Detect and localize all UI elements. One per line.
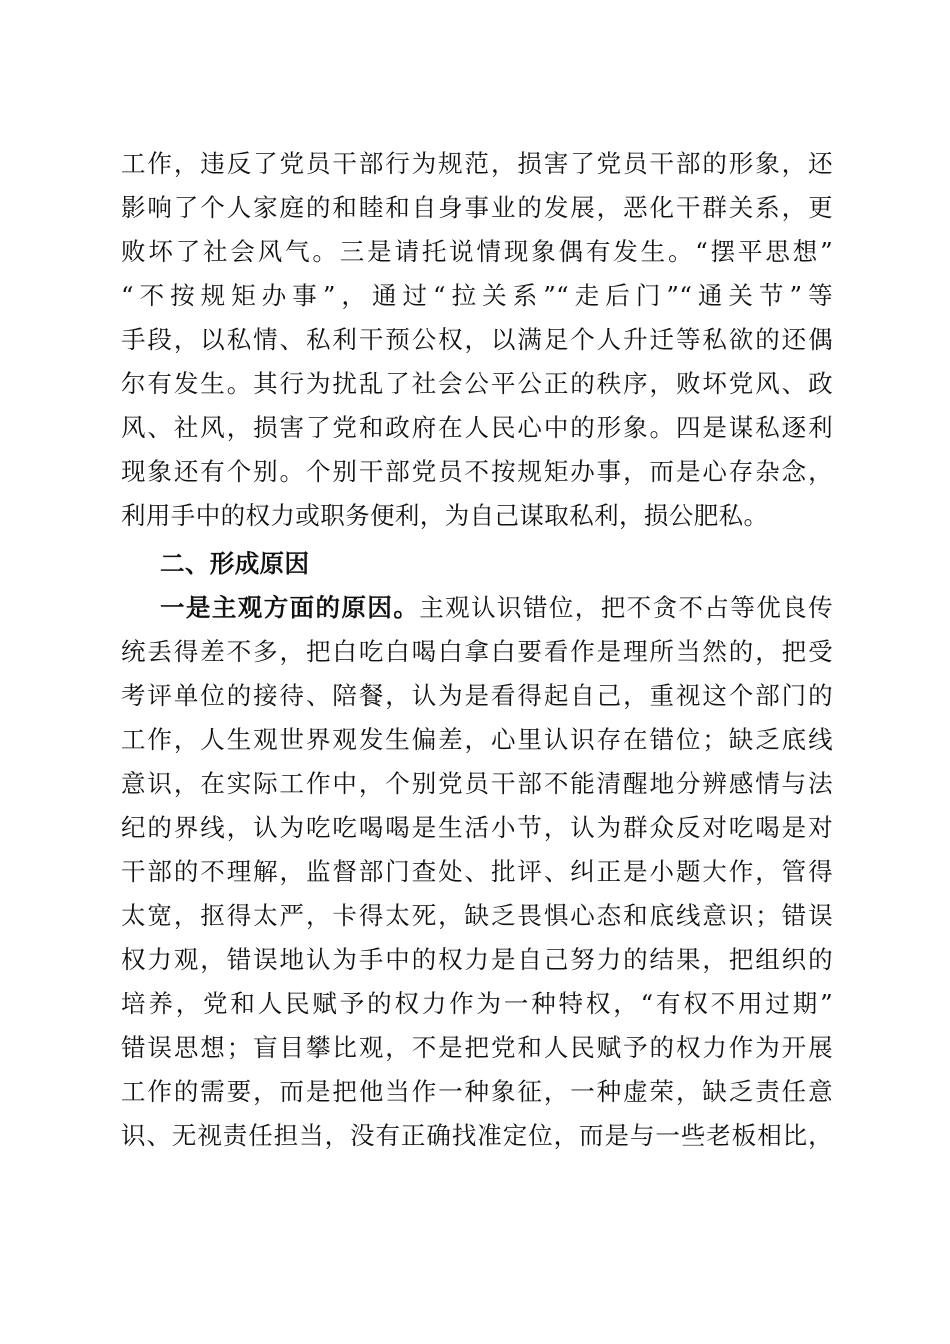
body-text-line: “不按规矩办事”，通过“拉关系”“走后门”“通关节”等 [121,281,833,310]
paragraph-lead: 一是主观方面的原因。 [160,593,420,622]
body-text-line: 尔有发生。其行为扰乱了社会公平公正的秩序，败坏党风、政 [121,369,833,398]
paragraph-first-line [160,586,833,630]
body-text-line: 手段，以私情、私利干预公权，以满足个人升迁等私欲的还偶 [121,325,833,354]
paragraph-first-line-text: 主观认识错位，把不贪不占等优良传 [419,593,834,622]
body-text-line: 错误思想；盲目攀比观，不是把党和人民赋予的权力作为开展 [121,1033,833,1062]
body-text-line: 工作的需要，而是把他当作一种象征，一种虚荣，缺乏责任意 [121,1077,833,1106]
body-text-line: 统丢得差不多，把白吃白喝白拿白要看作是理所当然的，把受 [121,637,833,666]
section-heading: 二、形成原因 [160,549,310,578]
body-text-line: 现象还有个别。个别干部党员不按规矩办事，而是心存杂念， [121,457,833,486]
body-text-line: 利用手中的权力或职务便利，为自己谋取私利，损公肥私。 [121,501,769,530]
body-text-line: 风、社风，损害了党和政府在人民心中的形象。四是谋私逐利 [121,413,833,442]
body-text-line: 权力观，错误地认为手中的权力是自己努力的结果，把组织的 [121,945,833,974]
body-text-line: 工作，违反了党员干部行为规范，损害了党员干部的形象，还 [121,149,833,178]
body-text-line: 太宽，抠得太严，卡得太死，缺乏畏惧心态和底线意识；错误 [121,901,833,930]
body-text-line: 识、无视责任担当，没有正确找准定位，而是与一些老板相比， [121,1121,833,1150]
body-text-line: 培养，党和人民赋予的权力作为一种特权，“有权不用过期” [121,989,833,1018]
body-text-line: 纪的界线，认为吃吃喝喝是生活小节，认为群众反对吃喝是对 [121,813,833,842]
body-text-line: 工作，人生观世界观发生偏差，心里认识存在错位；缺乏底线 [121,725,833,754]
body-text-line: 败坏了社会风气。三是请托说情现象偶有发生。“摆平思想” [121,237,833,266]
body-text-line: 干部的不理解，监督部门查处、批评、纠正是小题大作，管得 [121,857,833,886]
body-text-line: 影响了个人家庭的和睦和自身事业的发展，恶化干群关系，更 [121,193,833,222]
body-text-line: 考评单位的接待、陪餐，认为是看得起自己，重视这个部门的 [121,681,833,710]
body-text-line: 意识，在实际工作中，个别党员干部不能清醒地分辨感情与法 [121,769,833,798]
